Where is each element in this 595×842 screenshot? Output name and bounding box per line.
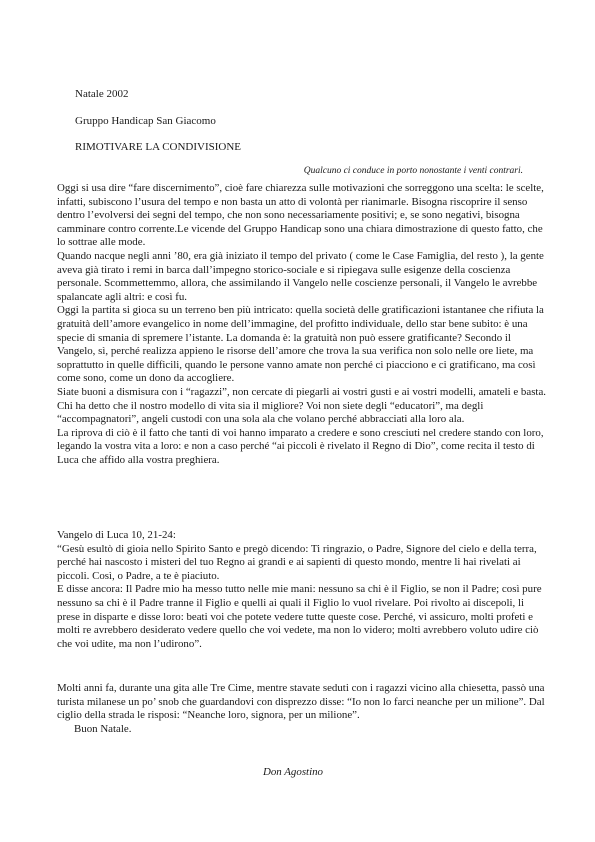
signature: Don Agostino	[263, 766, 324, 778]
paragraph: Oggi la partita si gioca su un terreno ben più intricato: quella società delle gratificazioni istantanee che rifiuta la gratuità dell’amore evangelico in nome dell’immagine, del profitto individuale, dello star bene subito: è una specie di smania di spremere l’istante. La domanda è: la gratuità non può essere gratificante? Secondo il Vangelo, sì, perché realizza appieno le risorse dell’amore che trova la sua verifica non solo nelle ore liete, ma soprattutto in quelle difficili, quando le persone vanno amate non perché ci piacciono e ci gratificano, ma così come sono, come un dono da accogliere.	[57, 304, 544, 385]
closing-section	[57, 682, 547, 736]
gospel-paragraph: E disse ancora: Il Padre mio ha messo tutto nelle mie mani: nessuno sa chi è il Figlio, se non il Padre; così pure nessuno sa chi è il Padre tranne il Figlio e quelli ai quali il Figlio lo vuol rivelare. Poi rivolto ai discepoli, li prese in disparte e disse loro: beati voi che potete vedere tutte queste cose. Perché, vi assicuro, molti profeti e molti re avrebbero desiderato vedere quello che voi vedete, ma non lo videro; molti avrebbero voluto udire ciò che voi udite, ma non l’udirono”.	[57, 583, 542, 650]
closing-greeting: Buon Natale.	[74, 722, 132, 735]
letter-date: Natale 2002	[75, 88, 129, 100]
paragraph: Quando nacque negli anni ’80, era già iniziato il tempo del privato ( come le Case Famiglia, del resto ), la gente aveva già tirato i remi in barca dall’impegno storico-sociale e si ripiegava sulle esigenze della coscienza personale. Scommettemmo, allora, che assimilando il Vangelo nelle coscienze personali, il Vangelo le avrebbe spalancate agli altri: e così fu.	[57, 249, 544, 303]
gospel-paragraph: “Gesù esultò di gioia nello Spirito Santo e pregò dicendo: Ti ringrazio, o Padre, Signore del cielo e della terra, perché hai nascosto i misteri del tuo Regno ai grandi e ai sapienti di questo mondo, mentre li hai rivelati ai piccoli. Così, o Padre, a te è piaciuto.	[57, 542, 537, 582]
group-name: Gruppo Handicap San Giacomo	[75, 115, 216, 127]
letter-title: RIMOTIVARE LA CONDIVISIONE	[75, 141, 242, 153]
paragraph: La riprova di ciò è il fatto che tanti di voi hanno imparato a credere e sono cresciuti nel credere stando con loro, legando la vostra vita a loro: e non a caso perché “ai piccoli è rivelato il Regno di Dio”, come recita il testo di Luca che affido alla vostra preghiera.	[57, 426, 544, 466]
closing-story: Molti anni fa, durante una gita alle Tre Cime, mentre stavate seduti con i ragazzi vicino alla chiesetta, passò una turista milanese un po’ snob che guardandovi con disprezzo disse: “Io non lo farci neanche per un milione”. Dal ciglio della strada le risposi: “Neanche loro, signora, per un milione”.	[57, 682, 545, 722]
letter-body	[57, 182, 547, 467]
gospel-section	[57, 529, 547, 651]
epigraph: Qualcuno ci conduce in porto nonostante i venti contrari.	[303, 166, 523, 176]
gospel-reference: Vangelo di Luca 10, 21-24:	[57, 529, 176, 541]
paragraph: Oggi si usa dire “fare discernimento”, cioè fare chiarezza sulle motivazioni che sorreggono una scelta: le scelte, infatti, subiscono l’usura del tempo e non basta un atto di volontà per rianimarle. Bisogna riscoprire il senso dentro l’evolversi dei segni del tempo, che non sono necessariamente positivi; e, se sono negativi, bisogna camminare contro corrente.Le vicende del Gruppo Handicap sono una chiara dimostrazione di questo fatto, che lo sottrae alle mode.	[57, 182, 544, 249]
paragraph: Siate buoni a dismisura con i “ragazzi”, non cercate di piegarli ai vostri gusti e ai vostri modelli, amateli e basta. Chi ha detto che il nostro modello di vita sia il migliore? Voi non siete degli “educatori”, ma degli “accompagnatori”, angeli custodi con una sola ala che volano perché abbracciati alla loro ala.	[57, 385, 547, 426]
